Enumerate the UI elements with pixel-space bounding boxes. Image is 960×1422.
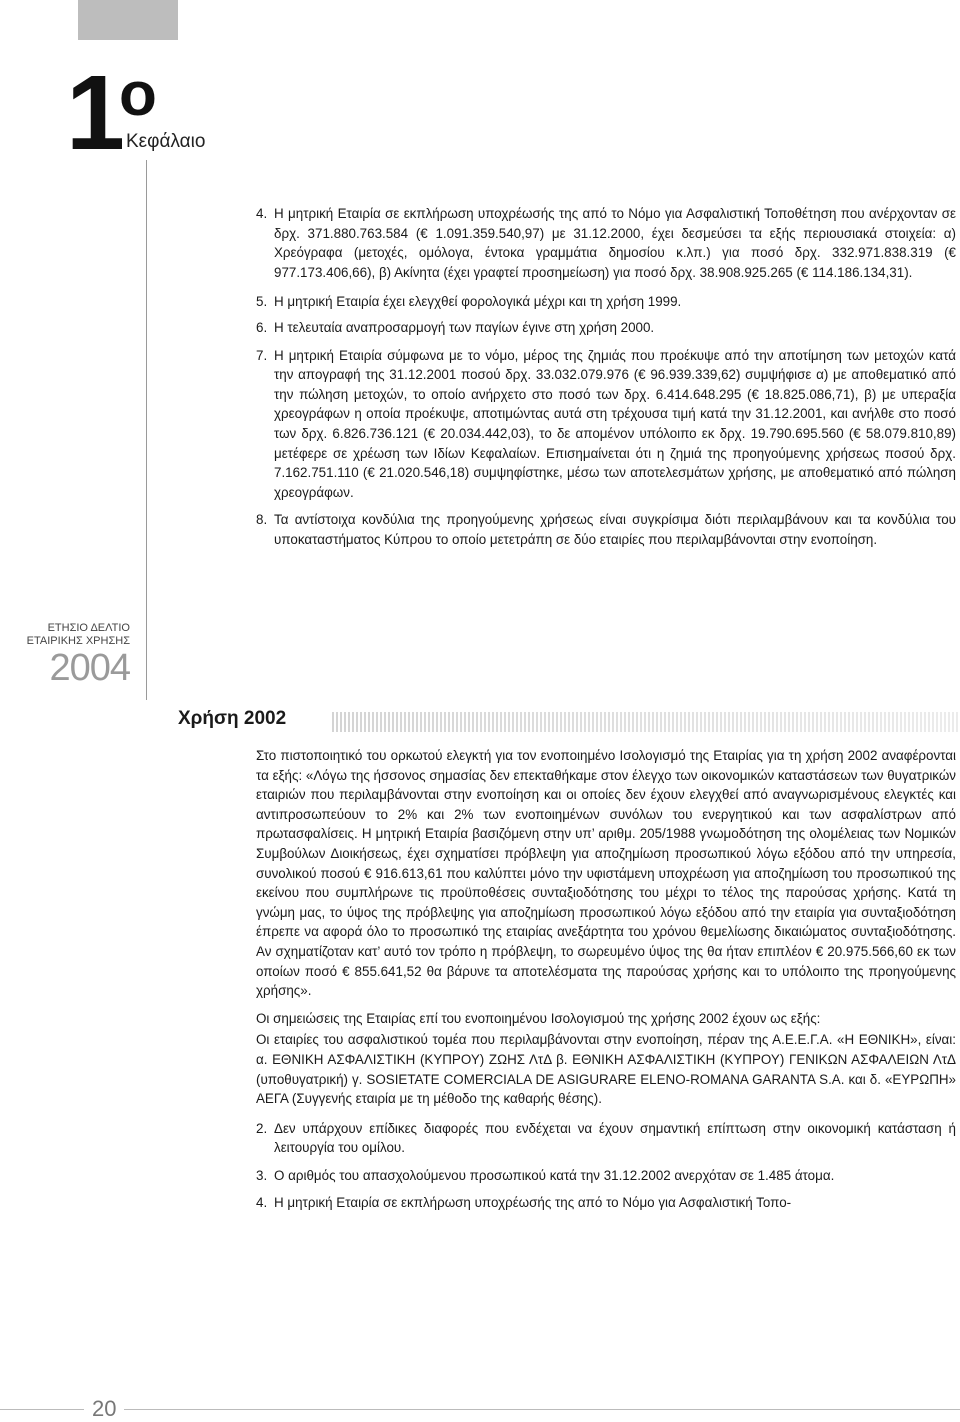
note-item <box>256 1119 956 1158</box>
edition-line-1: ΕΤΗΣΙΟ ΔΕΛΤΙΟ <box>47 622 130 634</box>
note-text: Δεν υπάρχουν επίδικες διαφορές που ενδέχεται να έχουν σημαντική επίπτωση στην οικονομική κατάσταση ή λειτουργία του ομίλου. <box>274 1120 956 1156</box>
note-number: 4. <box>256 206 268 221</box>
note-number: 7. <box>256 347 268 363</box>
chapter-number-suffix: ο <box>118 60 157 129</box>
section-heading-row <box>150 706 960 734</box>
note-item <box>256 1166 956 1186</box>
note-item <box>256 1193 956 1213</box>
sidebar-divider <box>146 160 147 700</box>
note-text: Τα αντίστοιχα κονδύλια της προηγούμενης χρήσεως είναι συγκρίσιμα διότι περιλαμβάνουν και τα κονδύλια του υποκαταστήματος Κύπρου το οποίο μετετράπη σε δύο εταιρίες που περιλαμβάνονται στην ενοποίηση. <box>274 512 956 547</box>
note-number: 2. <box>256 1120 268 1136</box>
note-item <box>256 292 956 312</box>
section-notes-2001 <box>256 204 956 558</box>
note-text: Η μητρική Εταιρία έχει ελεγχθεί φορολογικά μέχρι και τη χρήση 1999. <box>274 294 682 310</box>
note-text: Η μητρική Εταιρία σύμφωνα με το νόμο, μέρος της ζημιάς που προέκυψε από την αποτίμηση των μετοχών κατά την απογραφή της 31.12.2001 ποσού δρχ. 33.032.079.976 (€ 96.939.339,62) συμψήφισε α) με αποθεματικό από την πώληση μετοχών, το οποίο ανήρχετο στο ποσό των δρχ. 6.414.648.295 (€ 18.825.086,71), β) με υπεραξία χρεογράφων η οποία προέκυψε, αποτιμώντας αυτά στη τρέχουσα τιμή κατά την 31.12.2001, και ανήλθε στο ποσό των δρχ. 6.826.736.121 (€ 20.034.442,03), το δε απομένον υπόλοιπο εκ δρχ. 19.790.695.560 (€ 58.079.810,89) μετέφερε σε χρέωση των Ιδίων Κεφαλαίων. Επισημαίνεται ότι η ζημιά της προηγούμενης χρήσεως ποσού δρχ. 7.162.751.110 (€ 21.020.546,18) συμψηφίστηκε, μέσω των αποτελεσμάτων χρήσης, με αποθεματικό από πώληση χρεογράφων. <box>274 347 956 500</box>
chapter-number-digit: 1 <box>66 54 119 172</box>
note-item <box>256 204 956 282</box>
note-text: Η μητρική Εταιρία σε εκπλήρωση υποχρέωσής της από το Νόμο για Ασφαλιστική Τοπο- <box>274 1195 792 1211</box>
note-number: 4. <box>256 1195 268 1211</box>
notes-intro: Οι σημειώσεις της Εταιρίας επί του ενοποιημένου Ισολογισμού της χρήσης 2002 έχουν ως εξής: <box>256 1010 821 1026</box>
subsidiaries-paragraph: Οι εταιρίες του ασφαλιστικού τομέα που περιλαμβάνονται στην ενοποίηση, πέραν της Α.Ε.Ε.Γ.Α. «Η ΕΘΝΙΚΗ», είναι: α. ΕΘΝΙΚΗ ΑΣΦΑΛΙΣΤΙΚΗ (ΚΥΠΡΟΥ) ΖΩΗΣ ΛτΔ β. ΕΘΝΙΚΗ ΑΣΦΑΛΙΣΤΙΚΗ (ΚΥΠΡΟΥ) ΓΕΝΙΚΩΝ ΑΣΦΑΛΕΙΩΝ ΛτΔ (υποθυγατρική) γ. SOSIETATE COMERCIALA DE ASIGURARE ELENO-ROMANA GARANTA S.A. και δ. «ΕΥΡΩΠΗ» ΑΕΓΑ (Συγγενής εταιρία με τη μέθοδο της καθαρής θέσης). <box>256 1032 956 1107</box>
top-decorative-bar <box>78 0 178 40</box>
footer-rule <box>0 1409 960 1410</box>
auditor-paragraph: Στο πιστοποιητικό του ορκωτού ελεγκτή για τον ενοποιημένο Ισολογισμό της Εταιρίας για τη χρήση 2002 αναφέρονται τα εξής: «Λόγω της ήσσονος σημασίας δεν επεκταθήκαμε στον έλεγχο των οικονομικών καταστάσεων των θυγατρικών εταιριών που περιλαμβάνονται στην ενοποίηση και οι οποίες δεν έχουν ελεγχθεί από αναγνωρισμένους ελεγκτές και αντιπροσωπεύουν το 2% και 2% των ενοποιημένων συνόλων του ενεργητικού και των ασφαλίστρων από πρωτασφαλίσεις. Η μητρική Εταιρία βασιζόμενη στην υπ’ αριθμ. 205/1988 γνωμοδότηση της ολομέλειας των Νομικών Συμβούλων Διοικήσεως, έχει σχηματίσει πρόβλεψη για αποζημίωση προσωπικού λόγω εξόδου από την υπηρεσία, συνολικού ποσού € 916.613,61 που καλύπτει μόνο την υφιστάμενη υποχρέωση για αποζημίωση του προσωπικού της εκείνου που συμπλήρωνε τις προϋποθέσεις συνταξιοδότησης του μέχρι το τέλος της παρούσας χρήσης. Κατά τη γνώμη μας, το ύψος της πρόβλεψης για αποζημίωση προσωπικού λόγω εξόδου από την εταιρία για συνταξιοδότηση έπρεπε να αφορά όλο το προσωπικό της εταιρίας ανεξάρτητα του χρόνου θεμελίωσης δικαιώματος συνταξιοδότησης. Αν σχηματίζοταν κατ’ αυτό τον τρόπο η πρόβλεψη, το σωρευμένο ύψος της θα ήταν επιπλέον € 20.975.566,60 εκ των οποίων ποσό € 855.641,52 θα βάρυνε τα αποτελέσματα της παρούσας χρήσης και το υπόλοιπο της προηγούμενης χρήσης». <box>256 748 956 999</box>
section-heading: Χρήση 2002 <box>178 708 287 729</box>
edition-line-2: ΕΤΑΙΡΙΚΗΣ ΧΡΗΣΗΣ <box>26 635 130 647</box>
note-item <box>256 510 956 549</box>
edition-label <box>18 622 130 688</box>
heading-bar-fade <box>332 712 960 732</box>
note-number: 5. <box>256 294 268 310</box>
note-number: 6. <box>256 319 268 335</box>
page-number: 20 <box>84 1396 124 1422</box>
section-notes-2002 <box>256 746 956 1213</box>
edition-year: 2004 <box>49 647 130 689</box>
chapter-label: Κεφάλαιο <box>126 131 206 152</box>
note-text: Η μητρική Εταιρία σε εκπλήρωση υποχρέωσής της από το Νόμο για Ασφαλιστική Τοποθέτηση που ανέρχονταν σε δρχ. 371.880.763.584 (€ 1.091.359.540,97) με 31.12.2000, έχει δεσμεύσει τα εξής περιουσιακά στοιχεία: α) Χρεόγραφα (μετοχές, ομόλογα, έντοκα γραμμάτια δημοσίου κ.λπ.) για ποσό δρχ. 332.971.838.319 (€ 977.173.406,66), β) Ακίνητα (έχει γραφτεί προσημείωση) για ποσό δρχ. 38.908.925.265 (€ 114.186.134,31). <box>274 206 956 280</box>
note-text: Ο αριθμός του απασχολούμενου προσωπικού κατά την 31.12.2002 ανερχόταν σε 1.485 άτομα. <box>274 1167 835 1183</box>
note-item <box>256 318 956 338</box>
note-item <box>256 346 956 503</box>
note-number: 8. <box>256 512 268 528</box>
note-text: Η τελευταία αναπροσαρμογή των παγίων έγινε στη χρήση 2000. <box>274 319 655 335</box>
note-number: 3. <box>256 1167 268 1183</box>
